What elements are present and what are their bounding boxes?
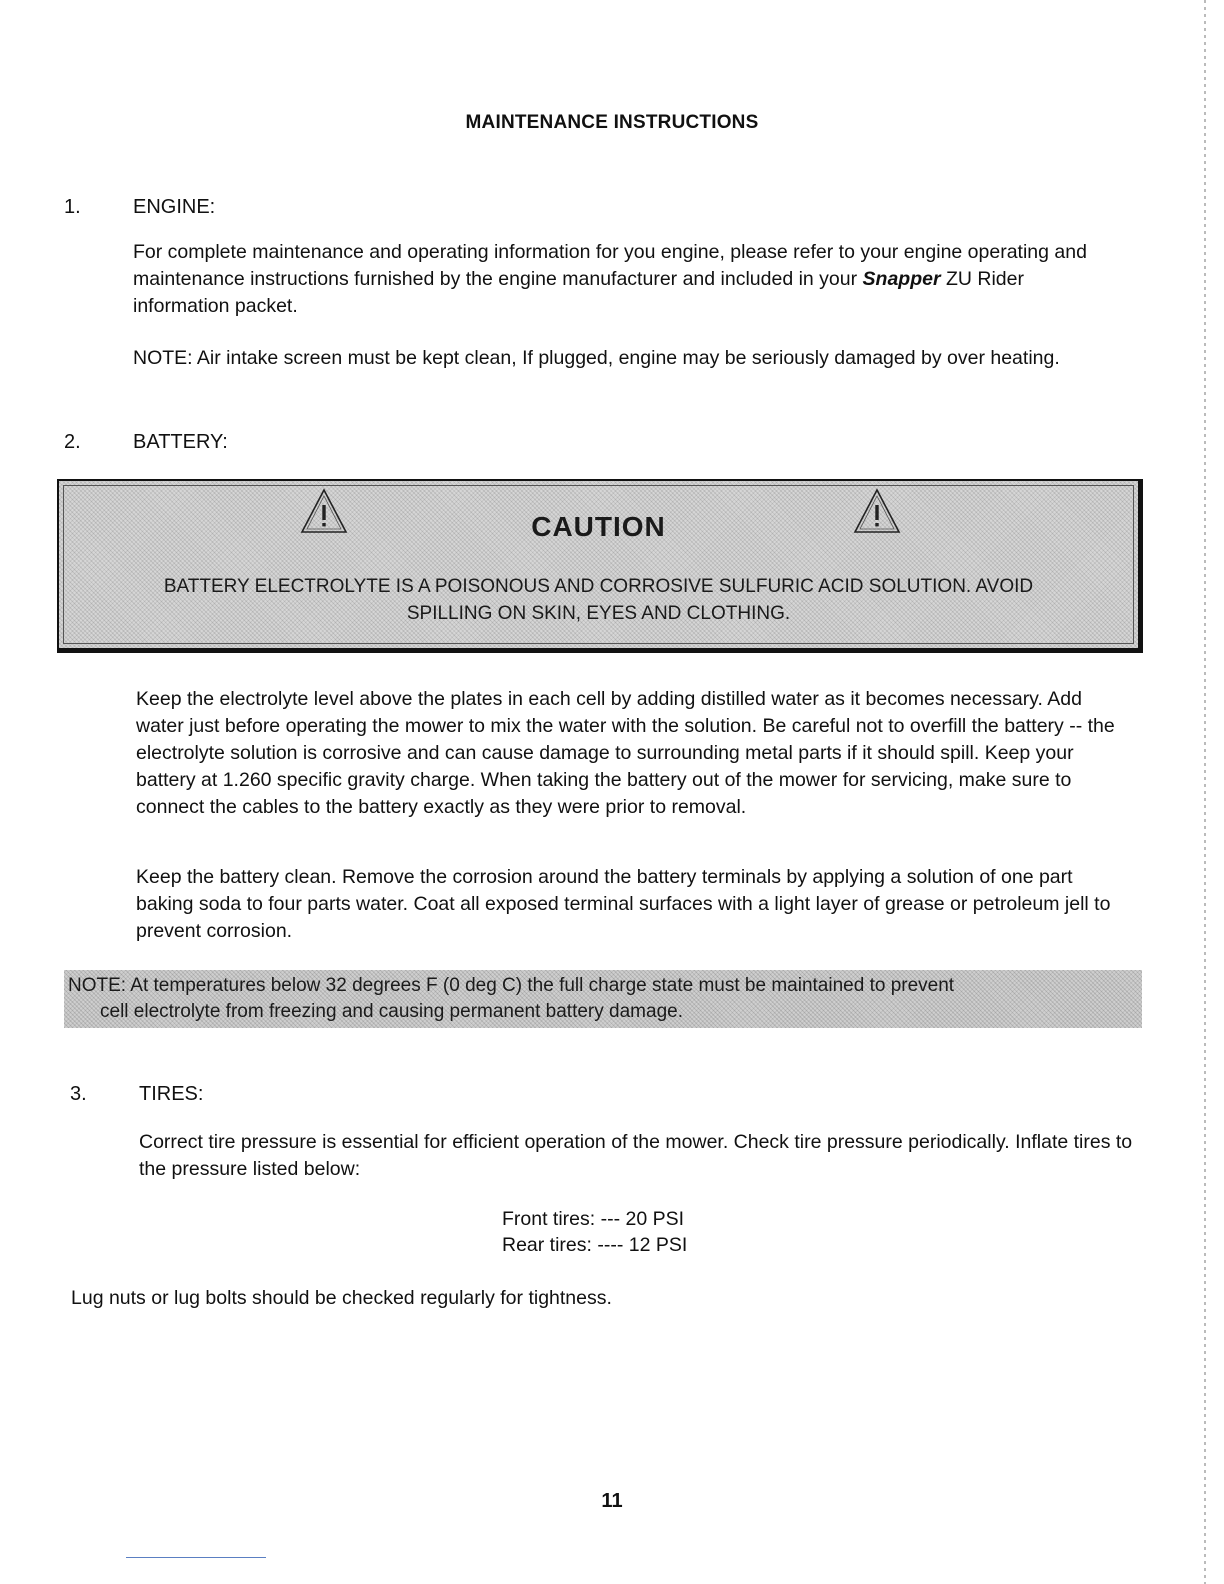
section-heading-tires: TIRES: [139,1083,204,1105]
caution-line-1: BATTERY ELECTROLYTE IS A POISONOUS AND CORROSIVE SULFURIC ACID SOLUTION. AVOID [163,576,1034,597]
section-number-engine: 1. [64,196,81,218]
engine-paragraph [133,239,1123,320]
battery-note-line-1: NOTE: At temperatures below 32 degrees F (0 deg C) the full charge state must be maintained to prevent [68,975,955,996]
battery-note [68,973,1138,1025]
caution-title: CAUTION [531,511,666,542]
battery-paragraph-1: Keep the electrolyte level above the plates in each cell by adding distilled water as it becomes necessary. Add water just before operating the mower to mix the water with the solution. Be careful not to overfill the battery -- the electrolyte solution is corrosive and can cause damage to surrounding metal parts if it should spill. Keep your battery at 1.260 specific gravity charge. When taking the battery out of the mower for servicing, make sure to connect the cables to the battery exactly as they were prior to removal. [136,688,1115,818]
caution-box [57,479,1143,653]
caution-message [79,573,1118,627]
engine-paragraph-text-end: ZU Rider information packet. [133,268,1024,317]
engine-note: NOTE: Air intake screen must be kept clean, If plugged, engine may be seriously damaged by over heating. [133,347,1060,369]
battery-note-box [64,970,1142,1028]
section-number-battery: 2. [64,431,81,453]
page-title: MAINTENANCE INSTRUCTIONS [465,112,759,133]
tire-pressure-list [502,1206,687,1258]
battery-paragraph-2: Keep the battery clean. Remove the corrosion around the battery terminals by applying a solution of one part baking soda to four parts water. Coat all exposed terminal surfaces with a light layer of grease or petroleum jell to prevent corrosion. [136,866,1111,942]
page-number: 11 [601,1490,623,1512]
front-tire-pressure: Front tires: --- 20 PSI [502,1208,685,1230]
battery-note-line-2: cell electrolyte from freezing and causing permanent battery damage. [100,1001,683,1022]
warning-triangle-icon [852,487,902,535]
caution-line-2: SPILLING ON SKIN, EYES AND CLOTHING. [406,603,791,624]
section-heading-battery: BATTERY: [133,431,228,453]
lug-nuts-paragraph: Lug nuts or lug bolts should be checked regularly for tightness. [71,1287,612,1309]
section-heading-engine: ENGINE: [133,196,216,218]
rear-tire-pressure: Rear tires: ---- 12 PSI [502,1234,688,1256]
section-number-tires: 3. [70,1083,87,1105]
scan-edge [1204,0,1206,1584]
engine-paragraph-text: For complete maintenance and operating information for you engine, please refer to your engine operating and maintenance instructions furnished by the engine manufacturer and included in your [133,241,1087,290]
bottom-rule [126,1557,266,1558]
brand-name: Snapper [862,268,941,290]
tires-paragraph: Correct tire pressure is essential for efficient operation of the mower. Check tire pressure periodically. Inflate tires to the pressure listed below: [139,1131,1133,1180]
